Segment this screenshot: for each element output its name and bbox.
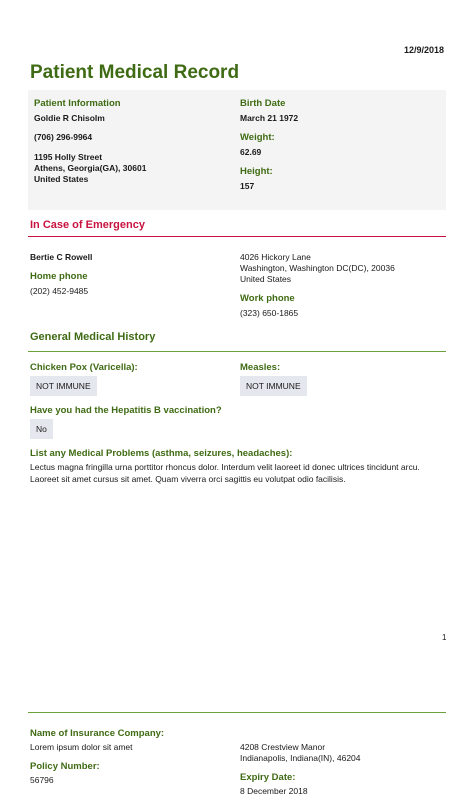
work-phone-value: (323) 650-1865: [240, 308, 299, 318]
measles-label: Measles:: [240, 362, 281, 373]
expiry-date-value: 8 December 2018: [240, 786, 308, 796]
weight-label: Weight:: [240, 132, 275, 143]
page-number: 1: [442, 633, 447, 642]
emergency-section-title: In Case of Emergency: [30, 219, 145, 231]
chicken-pox-value: NOT IMMUNE: [30, 376, 97, 396]
hepatitis-b-value: No: [30, 419, 53, 439]
history-section-title: General Medical History: [30, 331, 156, 343]
page-title: Patient Medical Record: [30, 62, 240, 83]
weight-value: 62.69: [240, 147, 262, 157]
patient-phone: (706) 296-9964: [34, 132, 93, 142]
patient-address-line1: 1195 Holly Street: [34, 152, 103, 162]
work-phone-label: Work phone: [240, 293, 295, 304]
hepatitis-b-label: Have you had the Hepatitis B vaccination?: [30, 405, 222, 416]
emergency-address-line3: United States: [240, 274, 292, 284]
record-date: 12/9/2018: [403, 45, 444, 55]
patient-address-line2: Athens, Georgia(GA), 30601: [34, 163, 147, 173]
height-label: Height:: [240, 166, 273, 177]
emergency-address-line1: 4026 Hickory Lane: [240, 252, 311, 262]
insurance-company-value: Lorem ipsum dolor sit amet: [30, 742, 133, 752]
history-divider: [28, 351, 446, 352]
expiry-date-label: Expiry Date:: [240, 772, 296, 783]
emergency-contact-name: Bertie C Rowell: [30, 252, 93, 262]
measles-value: NOT IMMUNE: [240, 376, 307, 396]
insurance-divider: [28, 712, 446, 713]
insurance-company-label: Name of Insurance Company:: [30, 728, 165, 739]
home-phone-label: Home phone: [30, 271, 88, 282]
policy-number-label: Policy Number:: [30, 761, 100, 772]
height-value: 157: [240, 181, 255, 191]
patient-info-label: Patient Information: [34, 98, 121, 109]
insurance-address-line1: 4208 Crestview Manor: [240, 742, 326, 752]
emergency-divider: [28, 236, 446, 237]
policy-number-value: 56796: [30, 775, 54, 785]
patient-address-line3: United States: [34, 174, 89, 184]
medical-problems-text: Lectus magna fringilla urna porttitor rhoncus dolor. Interdum velit laoreet id donec ultrices tincidunt arcu. Laoreet sit amet cursus sit amet. Quam viverra orci sagittis eu volutpat odio facilisis.: [30, 462, 420, 484]
home-phone-value: (202) 452-9485: [30, 286, 89, 296]
insurance-address-line2: Indianapolis, Indiana(IN), 46204: [240, 753, 361, 763]
medical-problems-label: List any Medical Problems (asthma, seizures, headaches):: [30, 448, 293, 459]
patient-name: Goldie R Chisolm: [34, 113, 105, 123]
emergency-address-line2: Washington, Washington DC(DC), 20036: [240, 263, 395, 273]
birth-date-value: March 21 1972: [240, 113, 299, 123]
birth-date-label: Birth Date: [240, 98, 286, 109]
chicken-pox-label: Chicken Pox (Varicella):: [30, 362, 138, 373]
